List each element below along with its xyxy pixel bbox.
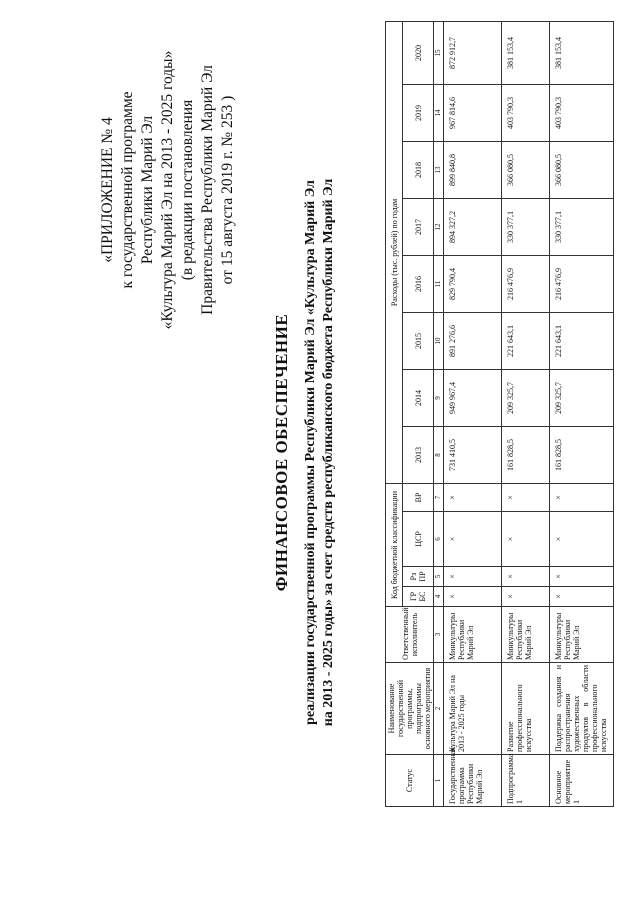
row-value: 891 276,6 xyxy=(444,312,502,369)
header-year: 2015 xyxy=(403,312,434,369)
appendix-line: «ПРИЛОЖЕНИЕ № 4 xyxy=(99,117,116,263)
header-budget-code: Код бюджетной классификации xyxy=(386,483,403,606)
header-year: 2014 xyxy=(403,369,434,426)
column-index: 8 xyxy=(434,426,444,483)
header-grbs-top: ГР xyxy=(409,591,419,602)
appendix-header xyxy=(98,35,238,345)
header-vr: ВР xyxy=(403,483,434,511)
header-year: 2018 xyxy=(403,141,434,198)
row-value: 949 967,4 xyxy=(444,369,502,426)
column-index: 10 xyxy=(434,312,444,369)
column-index: 14 xyxy=(434,84,444,141)
row-grbs: × xyxy=(502,587,550,607)
row-value: 161 828,5 xyxy=(550,426,614,483)
column-index: 5 xyxy=(434,567,444,587)
header-year: 2013 xyxy=(403,426,434,483)
column-index: 2 xyxy=(434,663,444,755)
row-rzpr: × xyxy=(550,567,614,587)
column-index: 4 xyxy=(434,587,444,607)
row-value: 894 327,2 xyxy=(444,198,502,255)
row-value: 221 643,1 xyxy=(502,312,550,369)
row-status: Основное мероприятие 1 xyxy=(550,755,614,807)
row-vr: × xyxy=(550,483,614,511)
column-index: 6 xyxy=(434,512,444,567)
row-value: 161 828,5 xyxy=(502,426,550,483)
row-value: 731 410,5 xyxy=(444,426,502,483)
row-executor: Минкультуры Республики Марий Эл xyxy=(444,607,502,663)
title-block xyxy=(272,0,338,905)
header-grbs-bottom: БС xyxy=(418,591,428,602)
header-name: Наименование государственной программы, подпрограммы основного мероприятия xyxy=(386,663,434,755)
document-subtitle-line-1: реализации государственной программы Республики Марий Эл «Культура Марий Эл xyxy=(303,180,318,725)
header-expenses: Расходы (тыс. рублей) по годам xyxy=(386,21,403,483)
appendix-line: (в редакции постановления xyxy=(179,99,196,281)
header-year: 2016 xyxy=(403,255,434,312)
row-csr: × xyxy=(444,512,502,567)
row-grbs: × xyxy=(444,587,502,607)
document-title: ФИНАНСОВОЕ ОБЕСПЕЧЕНИЕ xyxy=(272,313,291,592)
table-row xyxy=(550,21,614,806)
appendix-line: Республики Марий Эл xyxy=(139,115,156,265)
row-status: Подпрограмма 1 xyxy=(502,755,550,807)
row-vr: × xyxy=(502,483,550,511)
row-value: 366 080,5 xyxy=(550,141,614,198)
row-grbs: × xyxy=(550,587,614,607)
table-row xyxy=(502,21,550,806)
row-value: 209 325,7 xyxy=(550,369,614,426)
row-value: 381 153,4 xyxy=(502,21,550,84)
column-index: 1 xyxy=(434,755,444,807)
row-csr: × xyxy=(550,512,614,567)
appendix-line: к государственной программе xyxy=(119,91,136,289)
row-value: 216 476,9 xyxy=(502,255,550,312)
row-csr: × xyxy=(502,512,550,567)
header-year: 2020 xyxy=(403,21,434,84)
row-value: 967 814,6 xyxy=(444,84,502,141)
row-executor: Минкультуры Республики Марий Эл xyxy=(502,607,550,663)
row-rzpr: × xyxy=(444,567,502,587)
column-index: 13 xyxy=(434,141,444,198)
row-value: 209 325,7 xyxy=(502,369,550,426)
appendix-line: Правительства Республики Марий Эл xyxy=(199,65,216,315)
appendix-line: «Культура Марий Эл на 2013 - 2025 годы» xyxy=(159,50,176,330)
header-grbs xyxy=(403,587,434,607)
column-index: 11 xyxy=(434,255,444,312)
row-value: 381 153,4 xyxy=(550,21,614,84)
row-name: Культура Марий Эл на 2013 - 2025 годы xyxy=(444,663,502,755)
row-value: 330 377,1 xyxy=(550,198,614,255)
header-rzpr xyxy=(403,567,434,587)
header-row-1 xyxy=(386,21,403,806)
column-index: 12 xyxy=(434,198,444,255)
row-executor: Минкультуры Республики Марий Эл xyxy=(550,607,614,663)
header-status: Статус xyxy=(386,755,434,807)
row-vr: × xyxy=(444,483,502,511)
row-name: Поддержка создания и распространения художественных продуктов в области профессионального искусства xyxy=(550,663,614,755)
header-year: 2017 xyxy=(403,198,434,255)
table-row xyxy=(444,21,502,806)
row-value: 403 790,3 xyxy=(550,84,614,141)
row-value: 872 912,7 xyxy=(444,21,502,84)
row-value: 216 476,9 xyxy=(550,255,614,312)
column-index: 15 xyxy=(434,21,444,84)
row-value: 221 643,1 xyxy=(550,312,614,369)
header-rzpr-bottom: ПР xyxy=(418,571,428,582)
row-rzpr: × xyxy=(502,567,550,587)
header-year: 2019 xyxy=(403,84,434,141)
row-name: Развитие профессионального искусства xyxy=(502,663,550,755)
header-csr: ЦСР xyxy=(403,512,434,567)
header-executor: Ответственный исполнитель xyxy=(386,607,434,663)
column-index-row xyxy=(434,21,444,806)
column-index: 7 xyxy=(434,483,444,511)
row-value: 330 377,1 xyxy=(502,198,550,255)
header-rzpr-top: Рз xyxy=(409,572,419,581)
row-value: 366 080,5 xyxy=(502,141,550,198)
row-value: 403 790,3 xyxy=(502,84,550,141)
column-index: 9 xyxy=(434,369,444,426)
row-value: 899 840,8 xyxy=(444,141,502,198)
appendix-line: от 15 августа 2019 г. № 253 ) xyxy=(219,95,236,285)
document-subtitle-line-2: на 2013 - 2025 годы» за счет средств республиканского бюджета Республики Марий Эл xyxy=(321,178,336,727)
row-value: 829 790,4 xyxy=(444,255,502,312)
financing-table xyxy=(385,21,614,807)
row-status: Государственная программа Республики Марий Эл xyxy=(444,755,502,807)
column-index: 3 xyxy=(434,607,444,663)
